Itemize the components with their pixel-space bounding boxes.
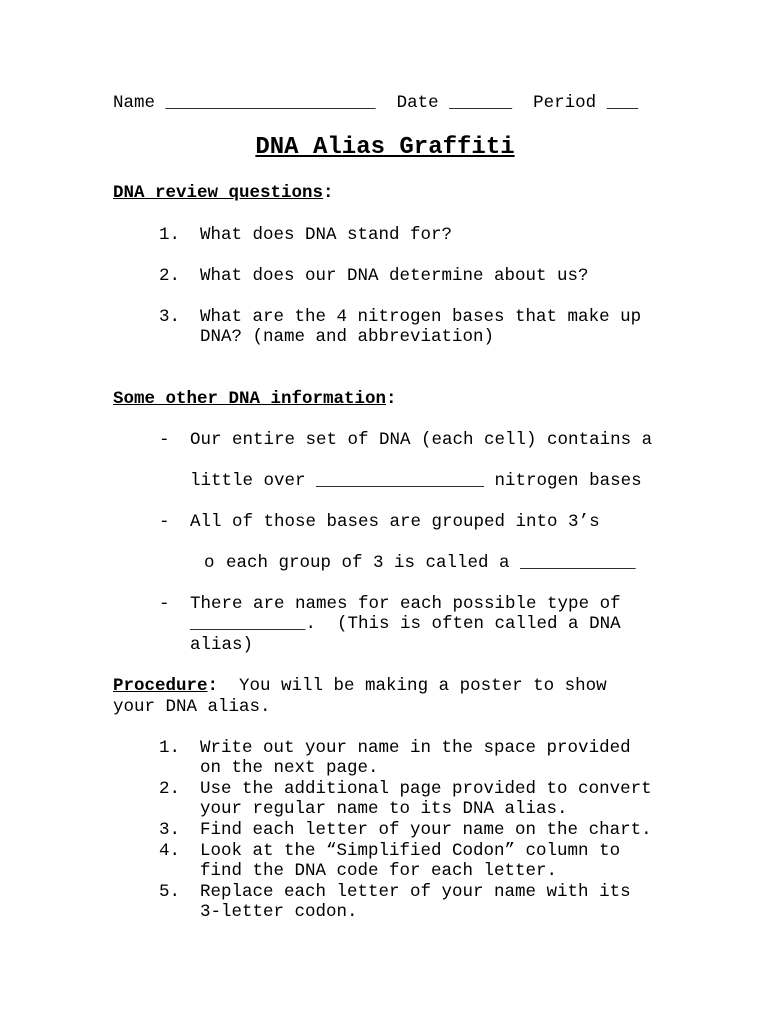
question-text: What does our DNA determine about us? [200,266,589,286]
step-text: Replace each letter of your name with its [200,882,631,902]
question-number: 2. [159,266,181,286]
question-text: What does DNA stand for? [200,225,453,245]
info-heading-text: Some other DNA information [113,389,387,409]
info-text: alias) [190,635,254,655]
step-text: your regular name to its DNA alias. [200,799,568,819]
date-blank: ______ [449,93,513,113]
info-text: little over ________________ nitrogen bases [190,471,642,491]
review-heading-text: DNA review questions [113,183,324,203]
info-heading [113,389,397,410]
period-label: Period [533,93,597,113]
question-number: 1. [159,225,181,245]
bullet-dash: - [159,430,170,450]
info-text: All of those bases are grouped into 3’s [190,512,600,532]
question-text: DNA? (name and abbreviation) [200,327,495,347]
sub-bullet-marker: o [204,553,215,573]
period-blank: ___ [606,93,639,113]
procedure-intro-text: your DNA alias. [113,697,271,717]
step-text: Find each letter of your name on the chart. [200,820,652,840]
step-number: 1. [159,738,181,758]
info-subtext: each group of 3 is called a ___________ [226,553,636,573]
step-text: Look at the “Simplified Codon” column to [200,841,621,861]
review-heading [113,183,334,204]
info-text: ___________. (This is often called a DNA [190,614,621,634]
step-number: 5. [159,882,181,902]
info-text: There are names for each possible type of [190,594,621,614]
procedure-colon: : [207,676,219,696]
step-text: Use the additional page provided to convert [200,779,652,799]
info-heading-colon: : [386,389,397,409]
name-blank: ____________________ [165,93,376,113]
step-text: on the next page. [200,758,379,778]
name-label: Name [113,93,156,113]
question-number: 3. [159,307,181,327]
bullet-dash: - [159,594,170,614]
step-text: find the DNA code for each letter. [200,861,558,881]
procedure-heading: Procedure [113,676,208,696]
review-heading-colon: : [323,183,334,203]
step-number: 2. [159,779,181,799]
step-text: Write out your name in the space provided [200,738,631,758]
info-text: Our entire set of DNA (each cell) contains a [190,430,653,450]
step-text: 3-letter codon. [200,902,358,922]
procedure-intro-text: You will be making a poster to show [218,676,607,696]
procedure-intro [113,676,607,697]
step-number: 3. [159,820,181,840]
date-label: Date [396,93,439,113]
header-line [113,93,638,114]
question-text: What are the 4 nitrogen bases that make up [200,307,642,327]
page-title: DNA Alias Graffiti [255,134,515,161]
bullet-dash: - [159,512,170,532]
step-number: 4. [159,841,181,861]
